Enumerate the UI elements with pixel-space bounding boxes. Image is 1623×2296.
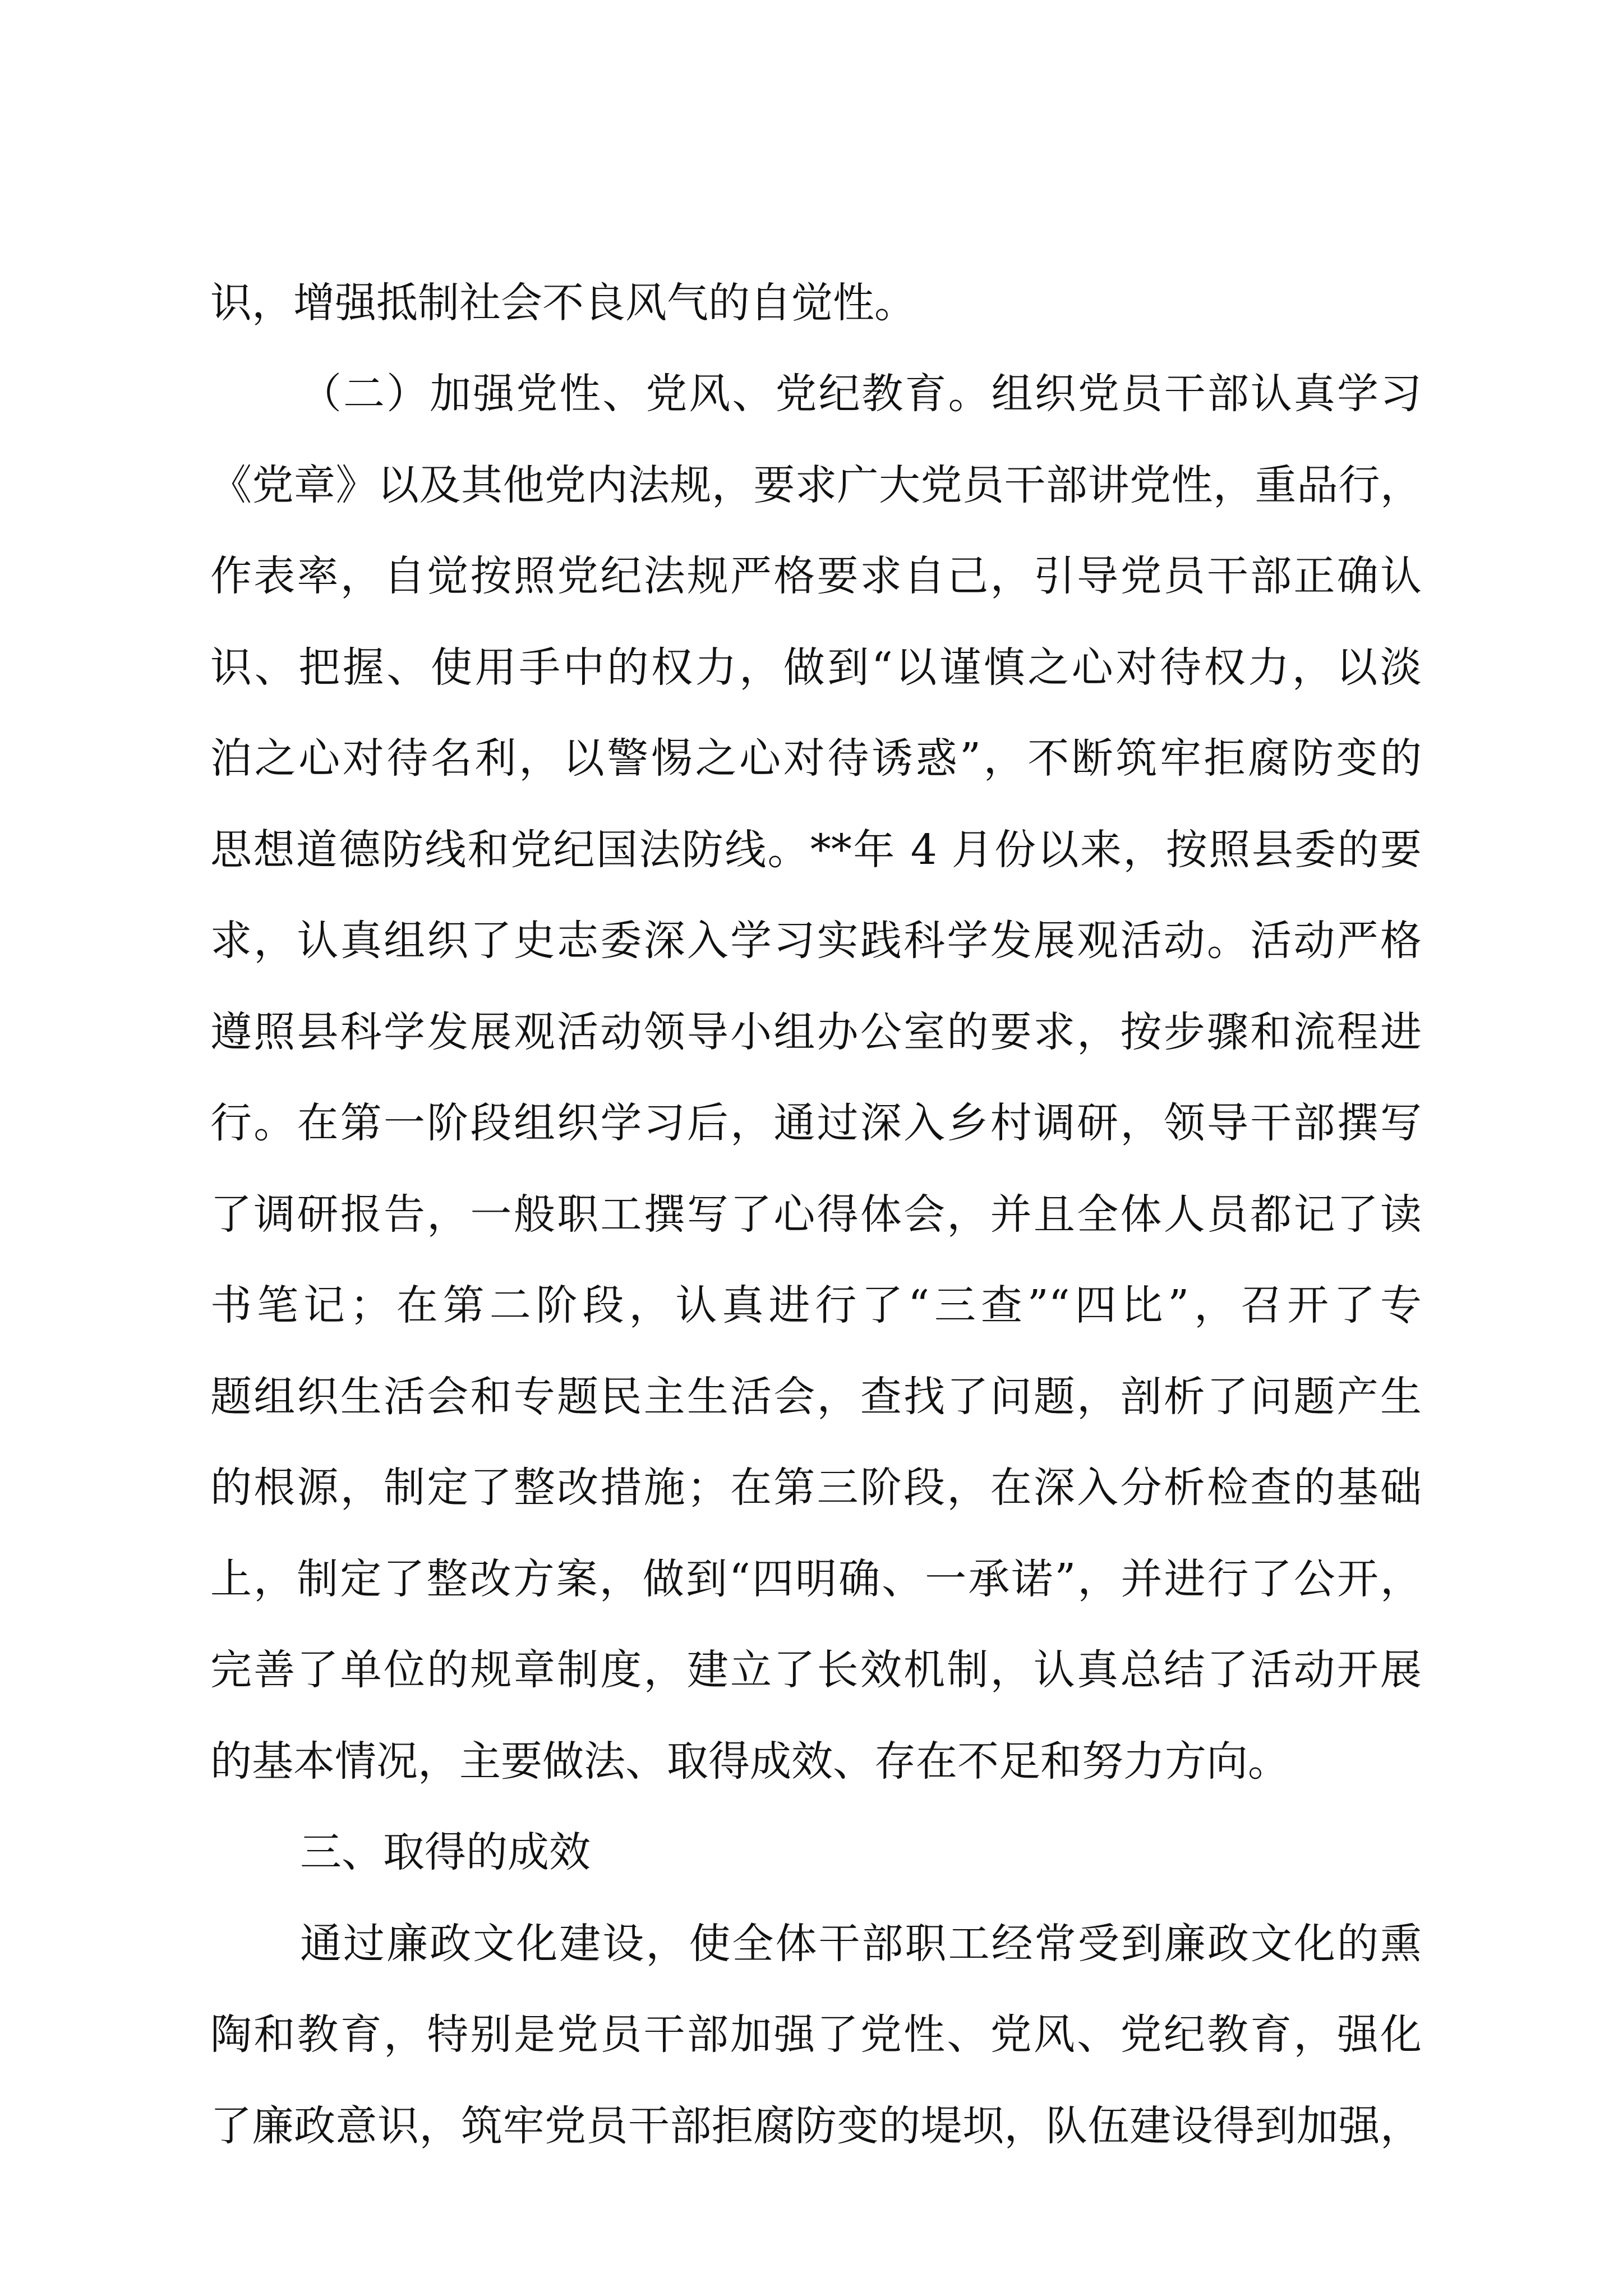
text-line: 的根源，制定了整改措施；在第三阶段，在深入分析检查的基础 xyxy=(210,1464,1422,1512)
text-line: 求，认真组织了史志委深入学习实践科学发展观活动。活动严格 xyxy=(210,917,1422,965)
text-line: 识，增强抵制社会不良风气的自觉性。 xyxy=(210,279,916,327)
text-line: 完善了单位的规章制度，建立了长效机制，认真总结了活动开展 xyxy=(210,1646,1422,1694)
section-heading: 三、取得的成效 xyxy=(300,1828,591,1876)
text-line: 的基本情况，主要做法、取得成效、存在不足和努力方向。 xyxy=(210,1737,1289,1786)
text-line: 思想道德防线和党纪国法防线。**年 4 月份以来，按照县委的要 xyxy=(210,826,1422,874)
text-line: 通过廉政文化建设，使全体干部职工经常受到廉政文化的熏 xyxy=(300,1920,1422,1968)
text-line: 了调研报告，一般职工撰写了心得体会，并且全体人员都记了读 xyxy=(210,1190,1422,1239)
text-line: 识、把握、使用手中的权力，做到“以谨慎之心对待权力，以淡 xyxy=(210,643,1422,692)
text-line: 泊之心对待名利，以警惕之心对待诱惑”，不断筑牢拒腐防变的 xyxy=(210,734,1422,783)
text-line: 《党章》以及其他党内法规，要求广大党员干部讲党性，重品行， xyxy=(210,461,1422,509)
text-line: 遵照县科学发展观活动领导小组办公室的要求，按步骤和流程进 xyxy=(210,1008,1422,1056)
text-line: 了廉政意识，筑牢党员干部拒腐防变的堤坝，队伍建设得到加强， xyxy=(210,2102,1422,2150)
text-line: 作表率，自觉按照党纪法规严格要求自己，引导党员干部正确认 xyxy=(210,552,1422,600)
text-line: 题组织生活会和专题民主生活会，查找了问题，剖析了问题产生 xyxy=(210,1373,1422,1421)
text-line: 上，制定了整改方案，做到“四明确、一承诺”，并进行了公开， xyxy=(210,1555,1422,1603)
text-line: （二）加强党性、党风、党纪教育。组织党员干部认真学习 xyxy=(300,370,1422,418)
text-line: 行。在第一阶段组织学习后，通过深入乡村调研，领导干部撰写 xyxy=(210,1099,1422,1147)
text-line: 陶和教育，特别是党员干部加强了党性、党风、党纪教育，强化 xyxy=(210,2010,1422,2059)
text-line: 书笔记；在第二阶段，认真进行了“三查”“四比”，召开了专 xyxy=(210,1281,1422,1329)
